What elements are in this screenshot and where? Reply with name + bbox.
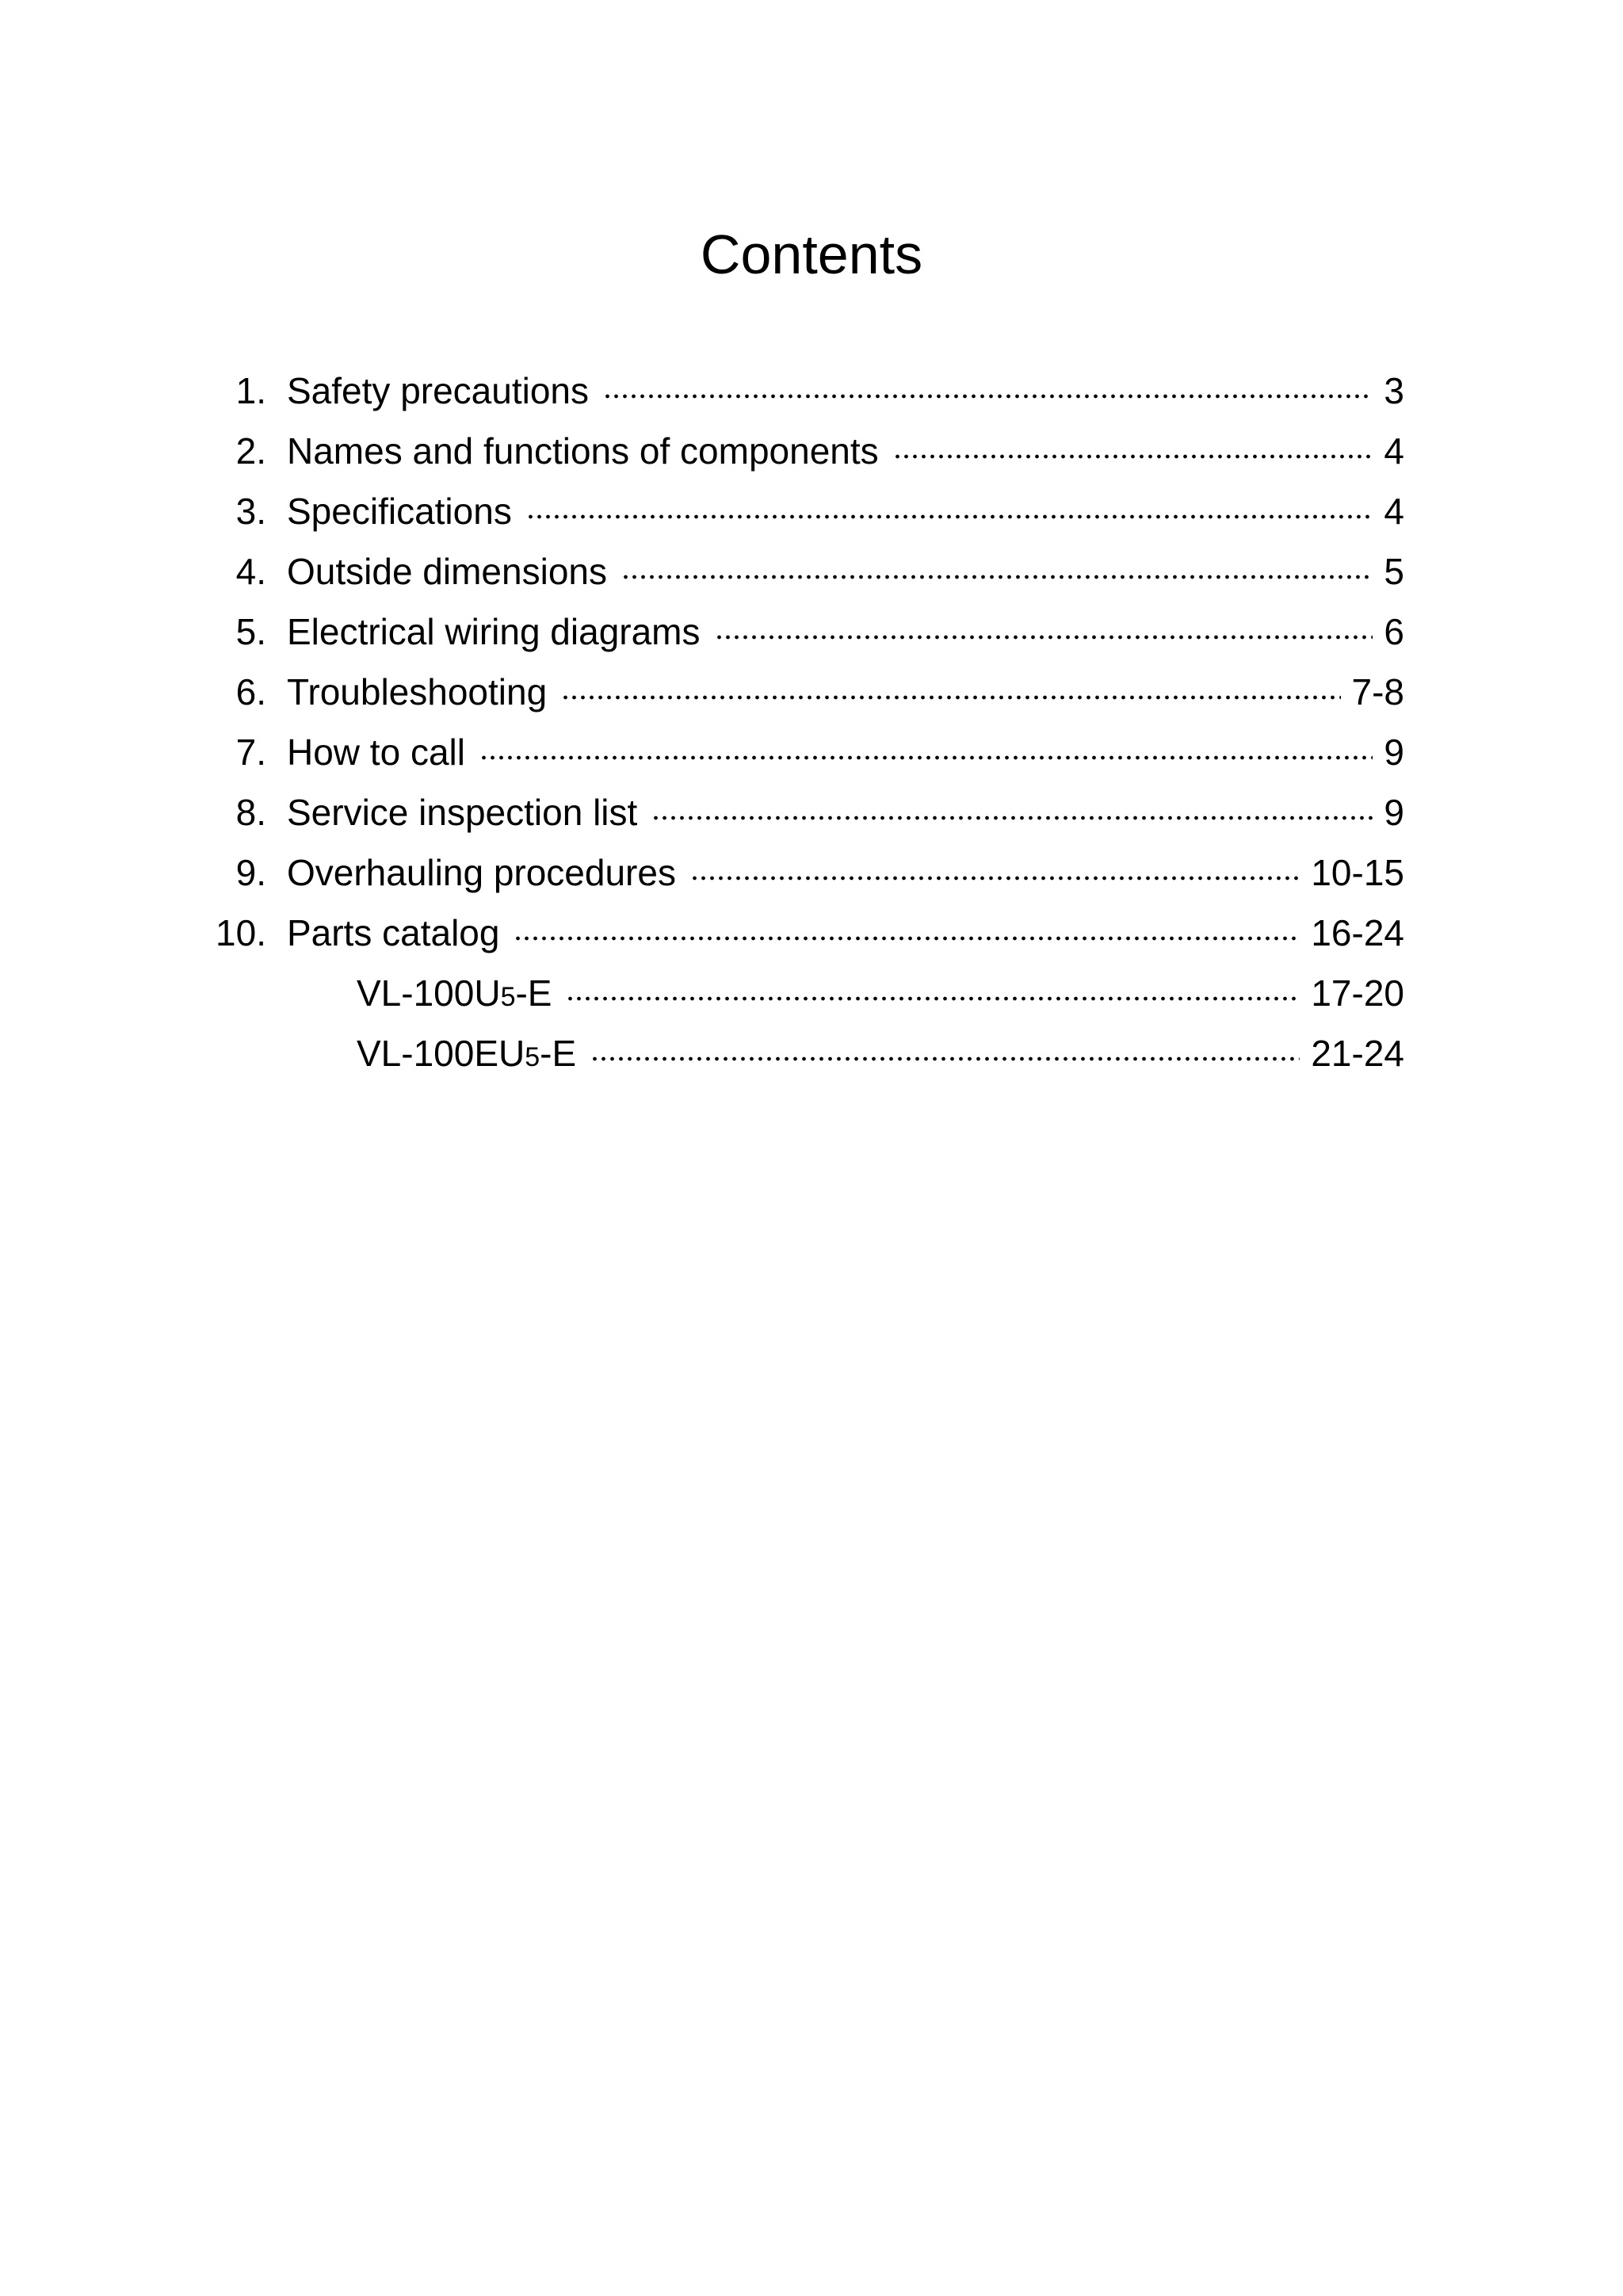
toc-entry-page: 10-15: [1311, 852, 1404, 893]
dot-leader: [603, 392, 1373, 401]
toc-entry-label: Safety precautions: [287, 370, 590, 411]
toc-subentry-vl-100u5-e[interactable]: [0, 963, 1623, 1023]
toc-entry-electrical-wiring-diagrams[interactable]: [0, 602, 1623, 662]
dot-leader: [651, 813, 1373, 823]
toc-entry-label: Troubleshooting: [287, 671, 548, 712]
toc-entry-label: Specifications: [287, 491, 512, 532]
toc-entry-page: 16-24: [1311, 912, 1404, 953]
toc-entry-number: 10.: [216, 912, 266, 953]
toc-entry-page: 3: [1384, 370, 1404, 411]
model-prefix: VL-100EU: [357, 1033, 525, 1074]
dot-leader: [479, 753, 1373, 762]
toc-entry-safety-precautions[interactable]: [0, 361, 1623, 421]
toc-entry-specifications[interactable]: [0, 481, 1623, 541]
dot-leader: [590, 1054, 1300, 1064]
toc-entry-label: Outside dimensions: [287, 551, 607, 592]
dot-leader: [514, 934, 1300, 943]
toc-entry-label: Names and functions of components: [287, 430, 879, 472]
toc-subentry-label: [357, 1023, 590, 1087]
toc-entry-label: Parts catalog: [287, 912, 500, 953]
dot-leader: [566, 994, 1300, 1003]
toc-entry-page: 4: [1384, 430, 1404, 472]
toc-entry-number: 3.: [235, 491, 266, 532]
toc-entry-outside-dimensions[interactable]: [0, 541, 1623, 602]
toc-entry-label: Overhauling procedures: [287, 852, 676, 893]
toc-entry-page: 5: [1384, 551, 1404, 592]
page-title: Contents: [700, 223, 923, 285]
toc-entry-page: 7-8: [1351, 671, 1404, 712]
dot-leader: [690, 873, 1300, 883]
toc-entry-number: 6.: [235, 671, 266, 712]
dot-leader: [893, 452, 1373, 461]
toc-entry-page: 9: [1384, 792, 1404, 833]
toc-entry-label: How to call: [287, 732, 465, 773]
toc-entry-page: 6: [1384, 611, 1404, 652]
toc-subentry-page: 21-24: [1311, 1033, 1404, 1074]
toc-entry-overhauling-procedures[interactable]: [0, 842, 1623, 903]
table-of-contents: [0, 361, 1623, 1083]
toc-subentry-page: 17-20: [1311, 972, 1404, 1014]
model-prefix: VL-100U: [357, 972, 501, 1014]
toc-entry-service-inspection-list[interactable]: [0, 782, 1623, 842]
toc-entry-number: 7.: [235, 732, 266, 773]
toc-entry-label: Service inspection list: [287, 792, 638, 833]
toc-entry-troubleshooting[interactable]: [0, 662, 1623, 722]
toc-entry-number: 1.: [235, 370, 266, 411]
dot-leader: [715, 632, 1373, 642]
toc-entry-how-to-call[interactable]: [0, 722, 1623, 782]
model-suffix: -E: [515, 972, 552, 1014]
toc-entry-parts-catalog[interactable]: [0, 903, 1623, 963]
model-subscript: 5: [500, 982, 516, 1012]
toc-entry-number: 9.: [235, 852, 266, 893]
dot-leader: [561, 693, 1340, 702]
toc-entry-number: 5.: [235, 611, 266, 652]
toc-entry-label: Electrical wiring diagrams: [287, 611, 701, 652]
model-suffix: -E: [540, 1033, 577, 1074]
toc-entry-number: 8.: [235, 792, 266, 833]
toc-entry-page: 9: [1384, 732, 1404, 773]
toc-entry-names-and-functions[interactable]: [0, 421, 1623, 481]
toc-subentry-vl-100eu5-e[interactable]: [0, 1023, 1623, 1083]
toc-subentry-label: [357, 963, 566, 1027]
dot-leader: [621, 572, 1373, 582]
toc-entry-number: 2.: [235, 430, 266, 472]
model-subscript: 5: [525, 1042, 540, 1072]
dot-leader: [526, 512, 1373, 521]
toc-entry-number: 4.: [235, 551, 266, 592]
toc-entry-page: 4: [1384, 491, 1404, 532]
